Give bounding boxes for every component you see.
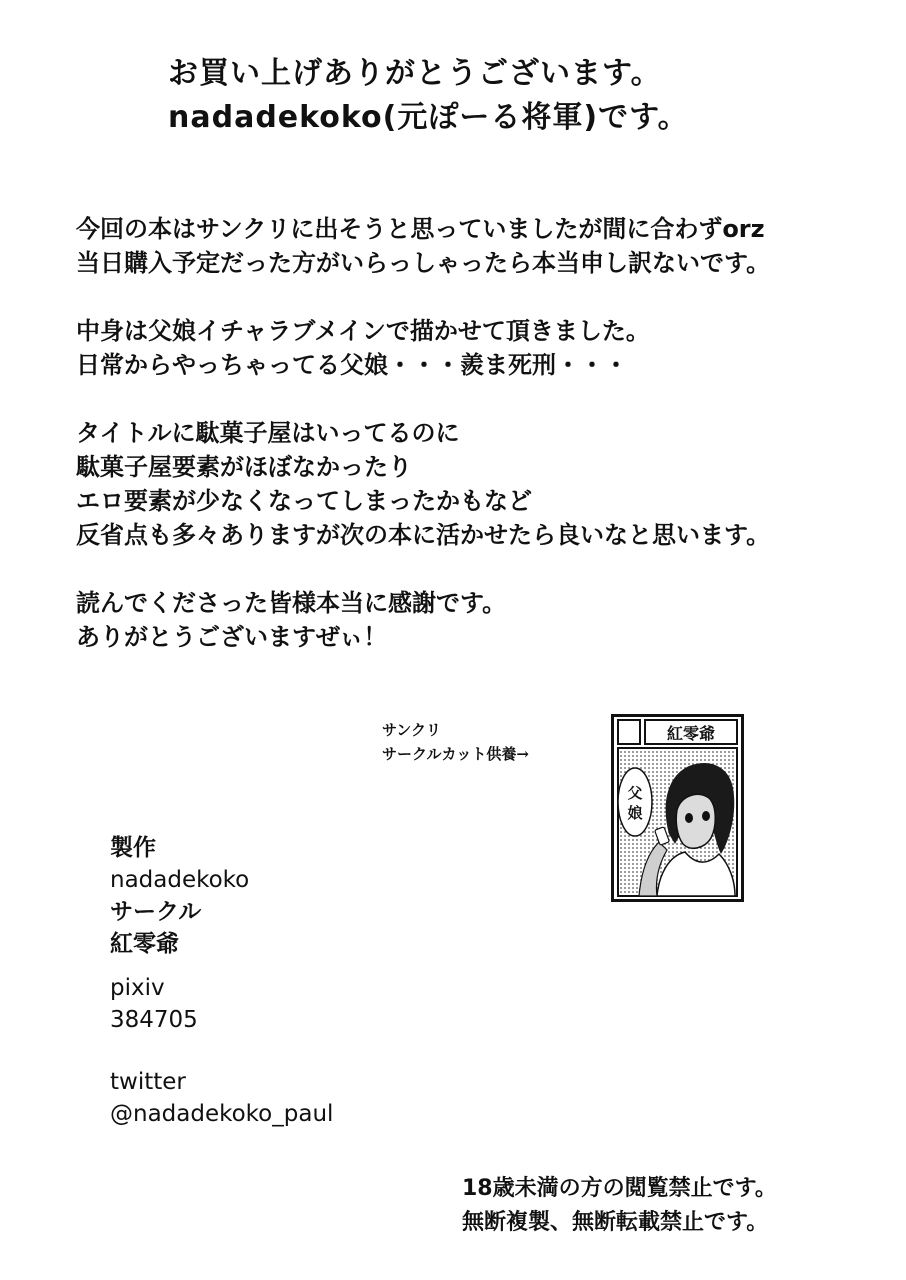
legal-notice xyxy=(462,1172,777,1240)
circle-cut-illustration xyxy=(611,714,744,902)
notice-line-1: 18歳未満の方の閲覧禁止です。 xyxy=(462,1176,777,1201)
paragraph-apology xyxy=(76,212,866,280)
text-line: 中身は父娘イチャラブメインで描かせて頂きました。 xyxy=(76,317,650,345)
text-line: 読んでくださった皆様本当に感謝です。 xyxy=(76,589,507,617)
caption-line-1: サンクリ xyxy=(382,721,441,739)
circle-value: 紅零爺 xyxy=(110,931,179,957)
twitter-label: twitter xyxy=(110,1069,186,1095)
text-line: エロ要素が少なくなってしまったかもなど xyxy=(76,487,532,515)
speech-bubble xyxy=(618,768,652,836)
text-line: タイトルに駄菓子屋はいってるのに xyxy=(76,419,460,447)
eye-right xyxy=(702,811,710,821)
pixiv-label: pixiv xyxy=(110,975,165,1001)
character-face xyxy=(676,794,715,848)
circle-cut-caption xyxy=(382,718,529,766)
greeting-line-1: お買い上げありがとうございます。 xyxy=(168,56,662,91)
paragraph-reflection xyxy=(76,416,866,552)
greeting-heading xyxy=(168,52,788,140)
pixiv-value: 384705 xyxy=(110,1007,198,1033)
production-label: 製作 xyxy=(110,835,156,861)
caption-line-2: サークルカット供養→ xyxy=(382,745,529,763)
paragraph-content xyxy=(76,314,866,382)
cut-header-text: 紅零爺 xyxy=(666,724,716,743)
cut-space-box xyxy=(618,720,640,744)
eye-left xyxy=(685,813,693,823)
speech-text: 父娘 xyxy=(627,784,643,822)
text-line: ありがとうございますぜぃ！ xyxy=(76,623,388,651)
paragraph-thanks xyxy=(76,586,866,654)
notice-line-2: 無断複製、無断転載禁止です。 xyxy=(462,1210,769,1235)
production-value: nadadekoko xyxy=(110,867,250,893)
greeting-line-2: nadadekoko(元ぽーる将軍)です。 xyxy=(168,100,689,135)
twitter-value: @nadadekoko_paul xyxy=(110,1101,334,1127)
circle-label: サークル xyxy=(110,899,202,925)
text-line: 駄菓子屋要素がほぼなかったり xyxy=(76,453,412,481)
text-line: 当日購入予定だった方がいらっしゃったら本当申し訳ないです。 xyxy=(76,249,771,277)
credits-block xyxy=(110,832,333,1130)
text-line: 日常からやっちゃってる父娘・・・羨ま死刑・・・ xyxy=(76,351,628,379)
text-line: 反省点も多々ありますが次の本に活かせたら良いなと思います。 xyxy=(76,521,771,549)
text-line: 今回の本はサンクリに出そうと思っていましたが間に合わずorz xyxy=(76,215,765,243)
afterword-body xyxy=(76,212,866,688)
